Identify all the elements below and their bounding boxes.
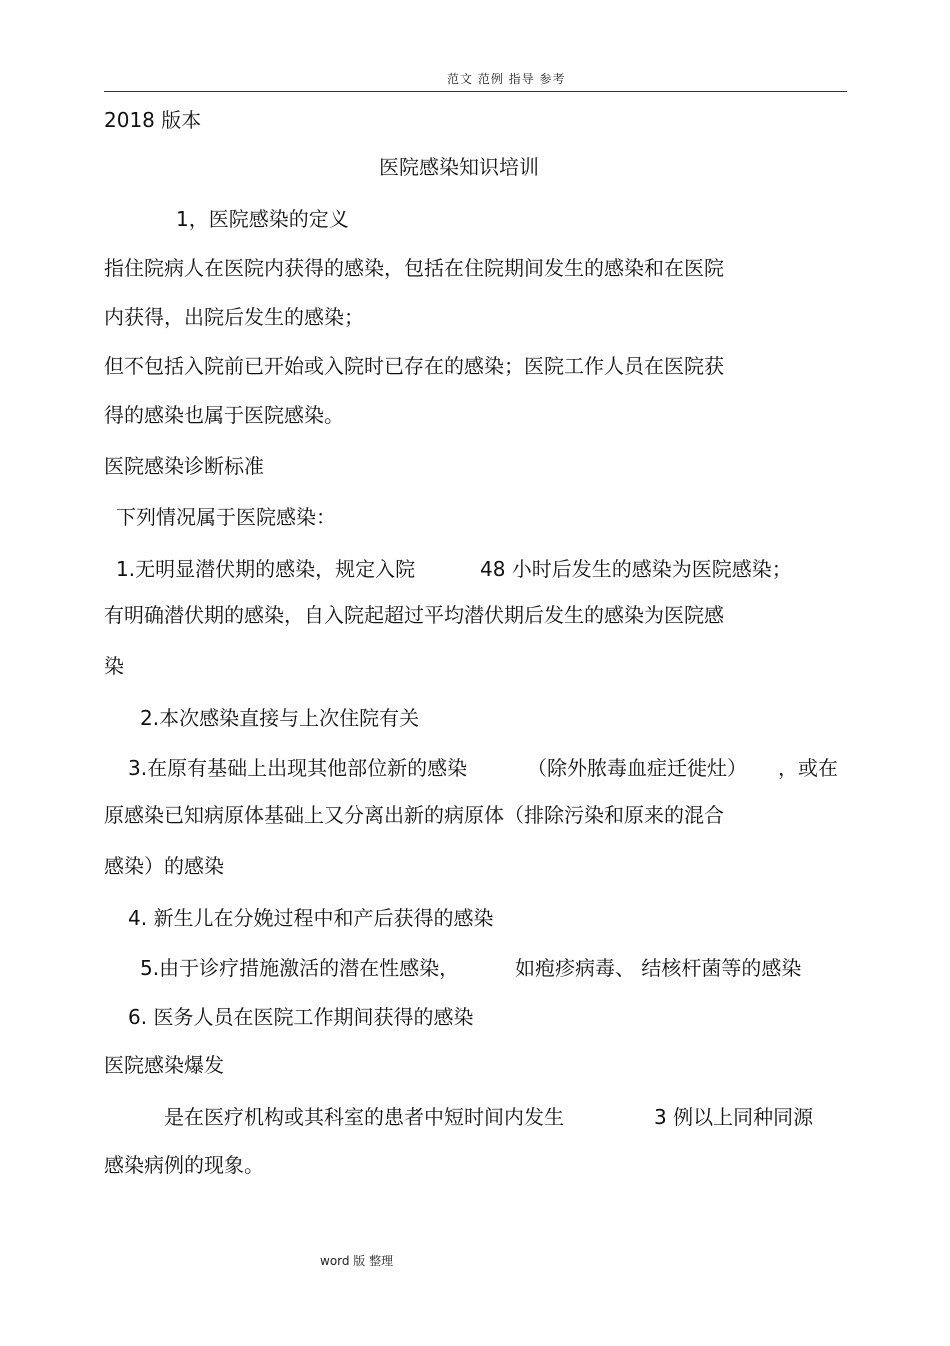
diagnosis-heading: 医院感染诊断标准: [104, 454, 264, 478]
definition-line: 内获得，出院后发生的感染；: [104, 305, 364, 329]
outbreak-line: 感染病例的现象。: [104, 1153, 264, 1177]
section-definition-heading: 1，医院感染的定义: [176, 207, 349, 231]
outbreak-heading: 医院感染爆发: [104, 1053, 224, 1077]
item3-line: 原感染已知病原体基础上又分离出新的病原体（排除污染和原来的混合: [104, 803, 724, 827]
item3-line: ，或在: [778, 756, 838, 780]
item1-line: 1.无明显潜伏期的感染，规定入院: [116, 557, 416, 581]
definition-line: 指住院病人在医院内获得的感染，包括在住院期间发生的感染和在医院: [104, 256, 724, 280]
item5-line: 5.由于诊疗措施激活的潜在性感染，: [140, 956, 460, 980]
item2: 2.本次感染直接与上次住院有关: [140, 706, 420, 730]
definition-line: 得的感染也属于医院感染。: [104, 403, 344, 427]
doc-title: 医院感染知识培训: [379, 155, 539, 179]
outbreak-line: 3 例以上同种同源: [654, 1105, 814, 1129]
definition-line: 但不包括入院前已开始或入院时已存在的感染；医院工作人员在医院获: [104, 354, 724, 378]
page-footer: word 版 整理: [320, 1254, 394, 1268]
item3-line: 感染）的感染: [104, 854, 224, 878]
version-label: 2018 版本: [104, 108, 202, 132]
item3-line: （除外脓毒血症迁徙灶）: [527, 756, 747, 780]
item4: 4. 新生儿在分娩过程中和产后获得的感染: [128, 906, 494, 930]
item1-line: 48 小时后发生的感染为医院感染；: [480, 557, 792, 581]
item1-line: 染: [104, 654, 124, 678]
item6: 6. 医务人员在医院工作期间获得的感染: [128, 1005, 474, 1029]
item5-line: 如疱疹病毒、 结核杆菌等的感染: [515, 956, 802, 980]
outbreak-line: 是在医疗机构或其科室的患者中短时间内发生: [164, 1105, 564, 1129]
item1-line: 有明确潜伏期的感染，自入院起超过平均潜伏期后发生的感染为医院感: [104, 603, 724, 627]
diagnosis-intro: 下列情况属于医院感染：: [116, 505, 336, 529]
page-header: 范文 范例 指导 参考: [447, 72, 566, 86]
header-rule: [104, 91, 847, 92]
item3-line: 3.在原有基础上出现其他部位新的感染: [128, 756, 468, 780]
